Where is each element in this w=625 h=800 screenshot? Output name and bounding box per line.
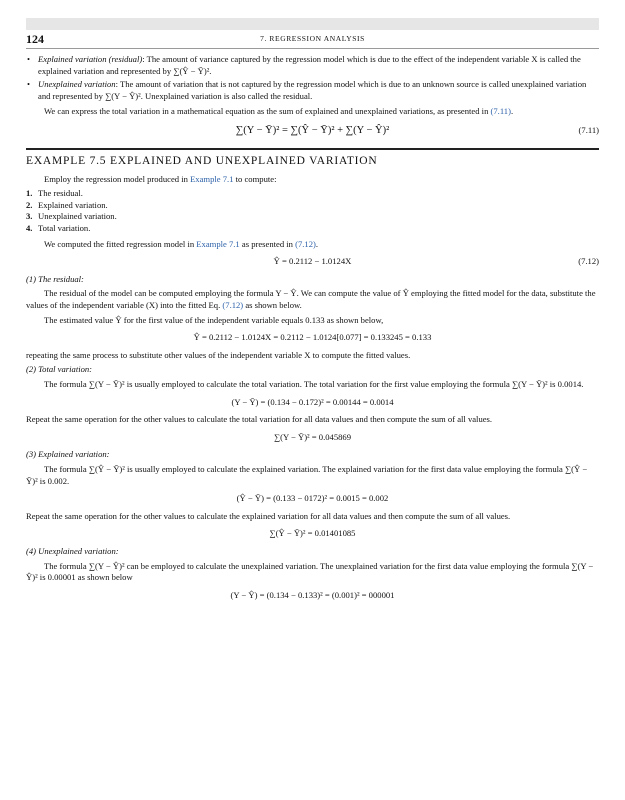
item-text: Unexplained variation. (38, 211, 117, 222)
residual-equation: Ŷ = 0.2112 − 1.0124X = 0.2112 − 1.0124[0.077] = 0.133245 = 0.133 (193, 332, 432, 343)
list-item (26, 223, 599, 235)
residual-repeat-paragraph: repeating the same process to substitute other values of the independent variable X to compute the fitted values. (26, 349, 411, 360)
item-number: 4. (26, 223, 33, 234)
paragraph-text: can be employed to calculate the unexplained variation. The unexplained variation for the first data value employing the formula (124, 560, 572, 571)
running-head (26, 32, 599, 49)
example-ref-link[interactable]: Example 7.1 (196, 238, 240, 249)
fitted-model-paragraph (44, 239, 599, 251)
total-paragraph (26, 379, 599, 391)
lead-text: Employ the regression model produced in (44, 173, 191, 184)
definition-term: Explained variation (residual) (38, 54, 143, 64)
task-list (26, 188, 599, 234)
inline-formula: ∑(Y − Ȳ)² (88, 378, 125, 389)
definition-text: : The amount of variation that is not captured by the regression model which is due to an unknown source is called unexplained variation and represented by (38, 79, 587, 101)
fitted-end: . (315, 238, 319, 249)
inline-formula: ∑(Y − Ŷ)² (26, 560, 594, 583)
residual-estimate-paragraph: The estimated value Ŷ for the first value of the independent variable equals 0.133 as shown below, (44, 314, 384, 325)
item-number: 1. (26, 188, 33, 199)
example-title: EXAMPLE 7.5 EXPLAINED AND UNEXPLAINED VARIATION (26, 155, 378, 168)
residual-paragraph (26, 288, 599, 311)
chapter-title: 7. REGRESSION ANALYSIS (260, 34, 365, 43)
paragraph-text: The residual of the model can be computed employing the formula Y − Ŷ. We can compute the value of Ŷ employing the fitted model for the data, substitute the values of the independent variable (X) into the fitted Eq. (26, 288, 596, 310)
explained-paragraph (26, 464, 599, 487)
section-residual (26, 274, 599, 362)
equation-number: (7.11) (578, 125, 599, 136)
fitted-mid: as presented in (239, 238, 296, 249)
paragraph-end: is 0.00001 as shown below (37, 572, 133, 583)
definition-text: : The amount of variance captured by the regression model which is due to the effect of the independent variable X is called the explained variation and represented by (38, 54, 581, 76)
item-text: Total variation. (38, 223, 91, 234)
paragraph-text: The formula (44, 560, 89, 571)
inline-formula: ∑(Ŷ − Ȳ)² (88, 463, 125, 474)
section-heading (26, 274, 599, 286)
paragraph-text: The formula (44, 463, 89, 474)
lead-end: to compute: (233, 173, 277, 184)
item-number: 3. (26, 211, 33, 222)
item-text: The residual. (38, 188, 83, 199)
unexplained-paragraph (26, 561, 599, 584)
total-equation: (Y − Ȳ) = (0.134 − 0.172)² = 0.00144 = 0.0014 (231, 396, 394, 407)
heading-text: (4) Unexplained variation: (26, 545, 119, 556)
section-heading (26, 449, 599, 461)
equation-7-11 (26, 124, 599, 138)
inline-formula: ∑(Y − Ŷ)² (105, 90, 141, 101)
example-divider (26, 148, 599, 150)
definition-unexplained (26, 79, 599, 102)
item-number: 2. (26, 199, 33, 210)
paragraph-end: is 0.0014. (547, 378, 584, 389)
section-unexplained-variation (26, 546, 599, 601)
paragraph-end: is 0.002. (37, 475, 70, 486)
explained-equation: (Ŷ − Ȳ) = (0.133 − 0172)² = 0.0015 = 0.002 (236, 493, 389, 504)
explained-sum-equation: ∑(Ŷ − Ȳ)² = 0.01401085 (269, 528, 356, 539)
equation-formula: Ŷ = 0.2112 − 1.0124X (273, 256, 352, 267)
list-item (26, 200, 599, 212)
section-explained-variation (26, 449, 599, 540)
example-lead (44, 174, 599, 186)
equation-ref-link[interactable]: (7.12) (295, 238, 316, 249)
definition-text-end: . Unexplained variation is also called the residual. (140, 90, 313, 101)
heading-text: (3) Explained variation: (26, 449, 110, 460)
total-repeat-paragraph: Repeat the same operation for the other values to calculate the total variation for all data values and then compute the sum of all values. (26, 414, 493, 425)
list-item (26, 188, 599, 200)
heading-text: (1) The residual: (26, 273, 84, 284)
definition-explained (26, 54, 599, 77)
paragraph-text: is usually employed to calculate the total variation. The total variation for the first value employing the formula (124, 378, 512, 389)
inline-formula: ∑(Y − Ȳ)² (511, 378, 548, 389)
definition-text-end: . (209, 65, 212, 76)
section-heading (26, 364, 599, 376)
definition-term: Unexplained variation (38, 79, 116, 90)
fitted-text: We computed the fitted regression model in (44, 238, 197, 249)
equation-ref-link[interactable]: (7.11) (490, 106, 511, 117)
list-item (26, 211, 599, 223)
heading-text: (2) Total variation: (26, 364, 93, 375)
intro-paragraph (26, 106, 599, 118)
paragraph-text: is usually employed to calculate the explained variation. The explained variation for the first data value employing the formula (124, 463, 565, 474)
header-band (26, 18, 599, 30)
equation-number: (7.12) (578, 256, 599, 267)
inline-formula: ∑(Ŷ − Ȳ)² (26, 463, 588, 486)
paragraph-end: as shown below. (243, 300, 302, 310)
page-number: 124 (26, 32, 44, 46)
example-ref-link[interactable]: Example 7.1 (190, 173, 234, 184)
equation-ref-link[interactable]: (7.12) (222, 300, 244, 310)
inline-formula: ∑(Ŷ − Ȳ)² (173, 65, 210, 76)
equation-formula: ∑(Y − Ȳ)² = ∑(Ŷ − Ȳ)² + ∑(Y − Ŷ)² (235, 124, 390, 136)
unexplained-equation: (Y − Ŷ) = (0.134 − 0.133)² = (0.001)² = 000001 (230, 589, 395, 600)
definition-list (26, 54, 599, 102)
section-heading (26, 546, 599, 558)
explained-repeat-paragraph: Repeat the same operation for the other values to calculate the explained variation for all data values and then compute the sum of all values. (26, 510, 511, 521)
equation-7-12 (26, 256, 599, 268)
intro-text: We can express the total variation in a mathematical equation as the sum of explained and unexplained variations, as presented in (44, 106, 491, 117)
inline-formula: ∑(Y − Ŷ)² (88, 560, 125, 571)
page-content (26, 54, 599, 607)
item-text: Explained variation. (38, 199, 108, 210)
section-total-variation (26, 364, 599, 443)
paragraph-text: The formula (44, 378, 89, 389)
intro-end: . (510, 106, 514, 117)
total-sum-equation: ∑(Y − Ȳ)² = 0.045869 (273, 431, 352, 442)
